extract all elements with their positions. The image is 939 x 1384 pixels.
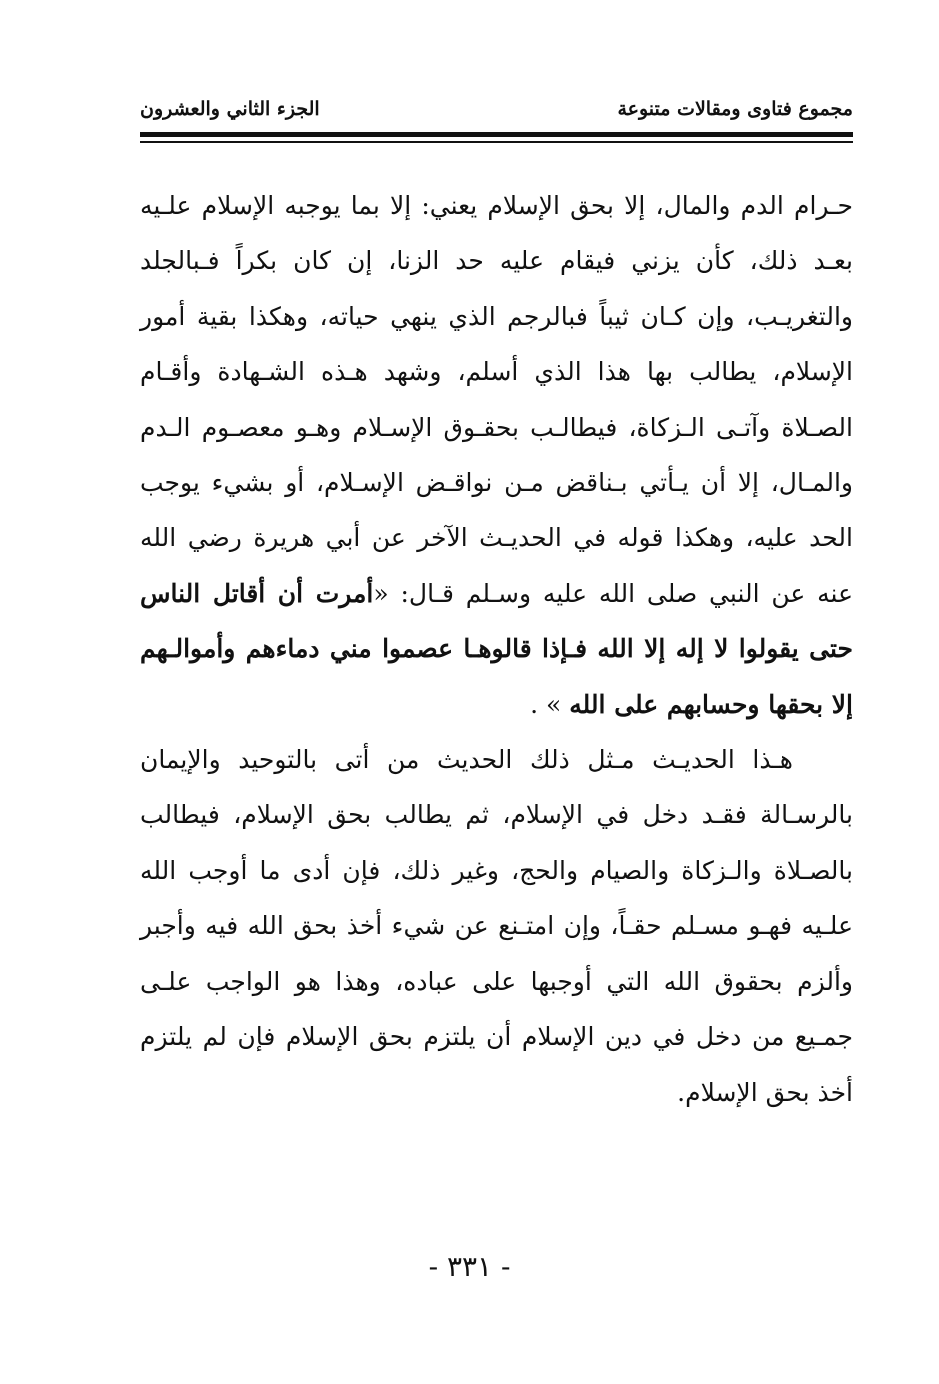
hadith-quote: أمرت أن أقاتل الناس حتى يقولوا لا إله إلا الله فـإذا قالوهـا عصموا مني دماءهم وأموالـهم إلا بحقها وحسابهم على الله xyxy=(140,578,853,719)
header-rule-thick xyxy=(140,132,853,137)
paragraph-2: هـذا الحديـث مـثل ذلك الحديث من أتى بالتوحيد والإيمان بالرسـالة فقـد دخل في الإسلام، ثم يطالب بحق الإسلام، فيطالب بالصـلاة والـزكاة والصيام والحج، وغير ذلك، فإن أدى ما أوجب الله علـيه فهـو مسـلم حقـاً، وإن امتـنع عن شيء أخذ بحق الله فيه وأجبر وألزم بحقوق الله التي أوجبها على عباده، وهذا هو الواجب علـى جمـيع من دخل في دين الإسلام أن يلتزم بحق الإسلام فإن لم يلتزم أخذ بحق الإسلام. xyxy=(140,745,853,1107)
paragraph-1 xyxy=(140,178,853,732)
page-body xyxy=(140,178,853,1120)
hadith-open-quote: « xyxy=(373,578,389,608)
hadith-close-quote: » . xyxy=(530,689,562,719)
volume-label: الجزء الثاني والعشرون xyxy=(140,98,320,120)
page-number: - ٣٣١ - xyxy=(428,1250,511,1283)
header-rule-thin xyxy=(140,141,853,143)
paragraph-1-intro: حـرام الدم والمال، إلا بحق الإسلام يعني: إلا بما يوجبه الإسلام علـيه بعـد ذلك، كأن يزني فيقام عليه حد الزنا، إن كان بكراً فـبالجلد والتغريـب، وإن كـان ثيباً فبالرجم الذي ينهي حياته، وهكذا بقية أمور الإسلام، يطالب بها هذا الذي أسلم، وشهد هـذه الشـهادة وأقـام الصـلاة وآتـى الـزكاة، فيطالـب بحقـوق الإسـلام وهـو معصـوم الـدم والمـال، إلا أن يـأتي بـناقض مـن نواقـض الإسـلام، أو بشيء يوجب الحد عليه، وهكذا قوله في الحديـث الآخر عن أبي هريرة رضي الله عنه عن النبي صلى الله عليه وسـلم قـال: xyxy=(140,191,853,608)
running-header xyxy=(140,92,853,126)
book-title: مجموع فتاوى ومقالات متنوعة xyxy=(617,98,853,120)
